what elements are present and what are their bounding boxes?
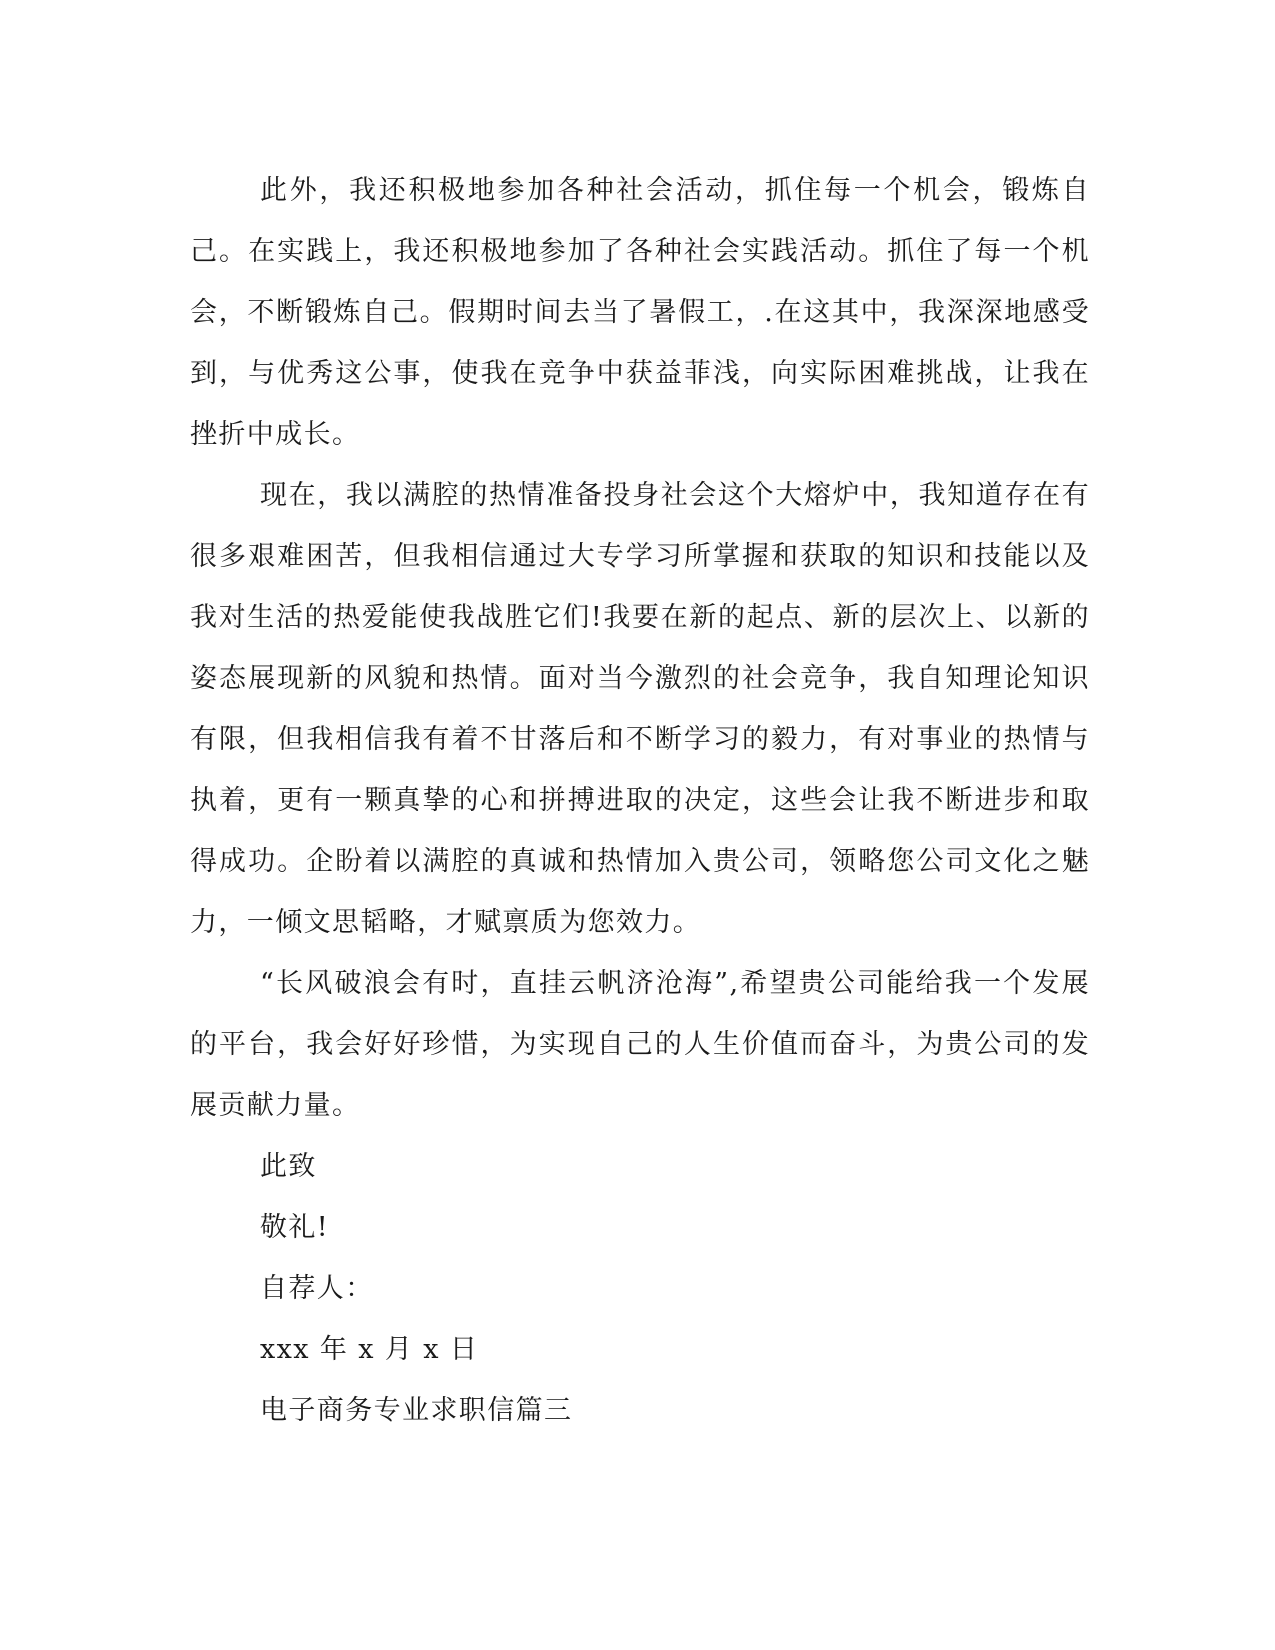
- date-line: xxx 年 x 月 x 日: [260, 1334, 479, 1365]
- signer-label: 自荐人：: [260, 1273, 374, 1304]
- paragraph-quote: “长风破浪会有时，直挂云帆济沧海”,希望贵公司能给我一个发展的平台，我会好好珍惜，为实现自己的人生价值而奋斗，为贵公司的发展贡献力量。: [190, 968, 1090, 1121]
- paragraph-aspirations: 现在，我以满腔的热情准备投身社会这个大熔炉中，我知道存在有很多艰难困苦，但我相信通过大专学习所掌握和获取的知识和技能以及我对生活的热爱能使我战胜它们!我要在新的起点、新的层次上、以新的姿态展现新的风貌和热情。面对当今激烈的社会竞争，我自知理论知识有限，但我相信我有着不甘落后和不断学习的毅力，有对事业的热情与执着，更有一颗真挚的心和拼搏进取的决定，这些会让我不断进步和取得成功。企盼着以满腔的真诚和热情加入贵公司，领略您公司文化之魅力，一倾文思韬略，才赋禀质为您效力。: [190, 480, 1090, 938]
- paragraph-activities: 此外，我还积极地参加各种社会活动，抓住每一个机会，锻炼自己。在实践上，我还积极地参加了各种社会实践活动。抓住了每一个机会，不断锻炼自己。假期时间去当了暑假工，.在这其中，我深深地感受到，与优秀这公事，使我在竞争中获益菲浅，向实际困难挑战，让我在挫折中成长。: [190, 175, 1090, 450]
- next-section-title: 电子商务专业求职信篇三: [260, 1395, 573, 1426]
- salutation-line: 敬礼!: [260, 1212, 330, 1243]
- letter-body: [190, 160, 1090, 1441]
- closing-line: 此致: [260, 1151, 317, 1182]
